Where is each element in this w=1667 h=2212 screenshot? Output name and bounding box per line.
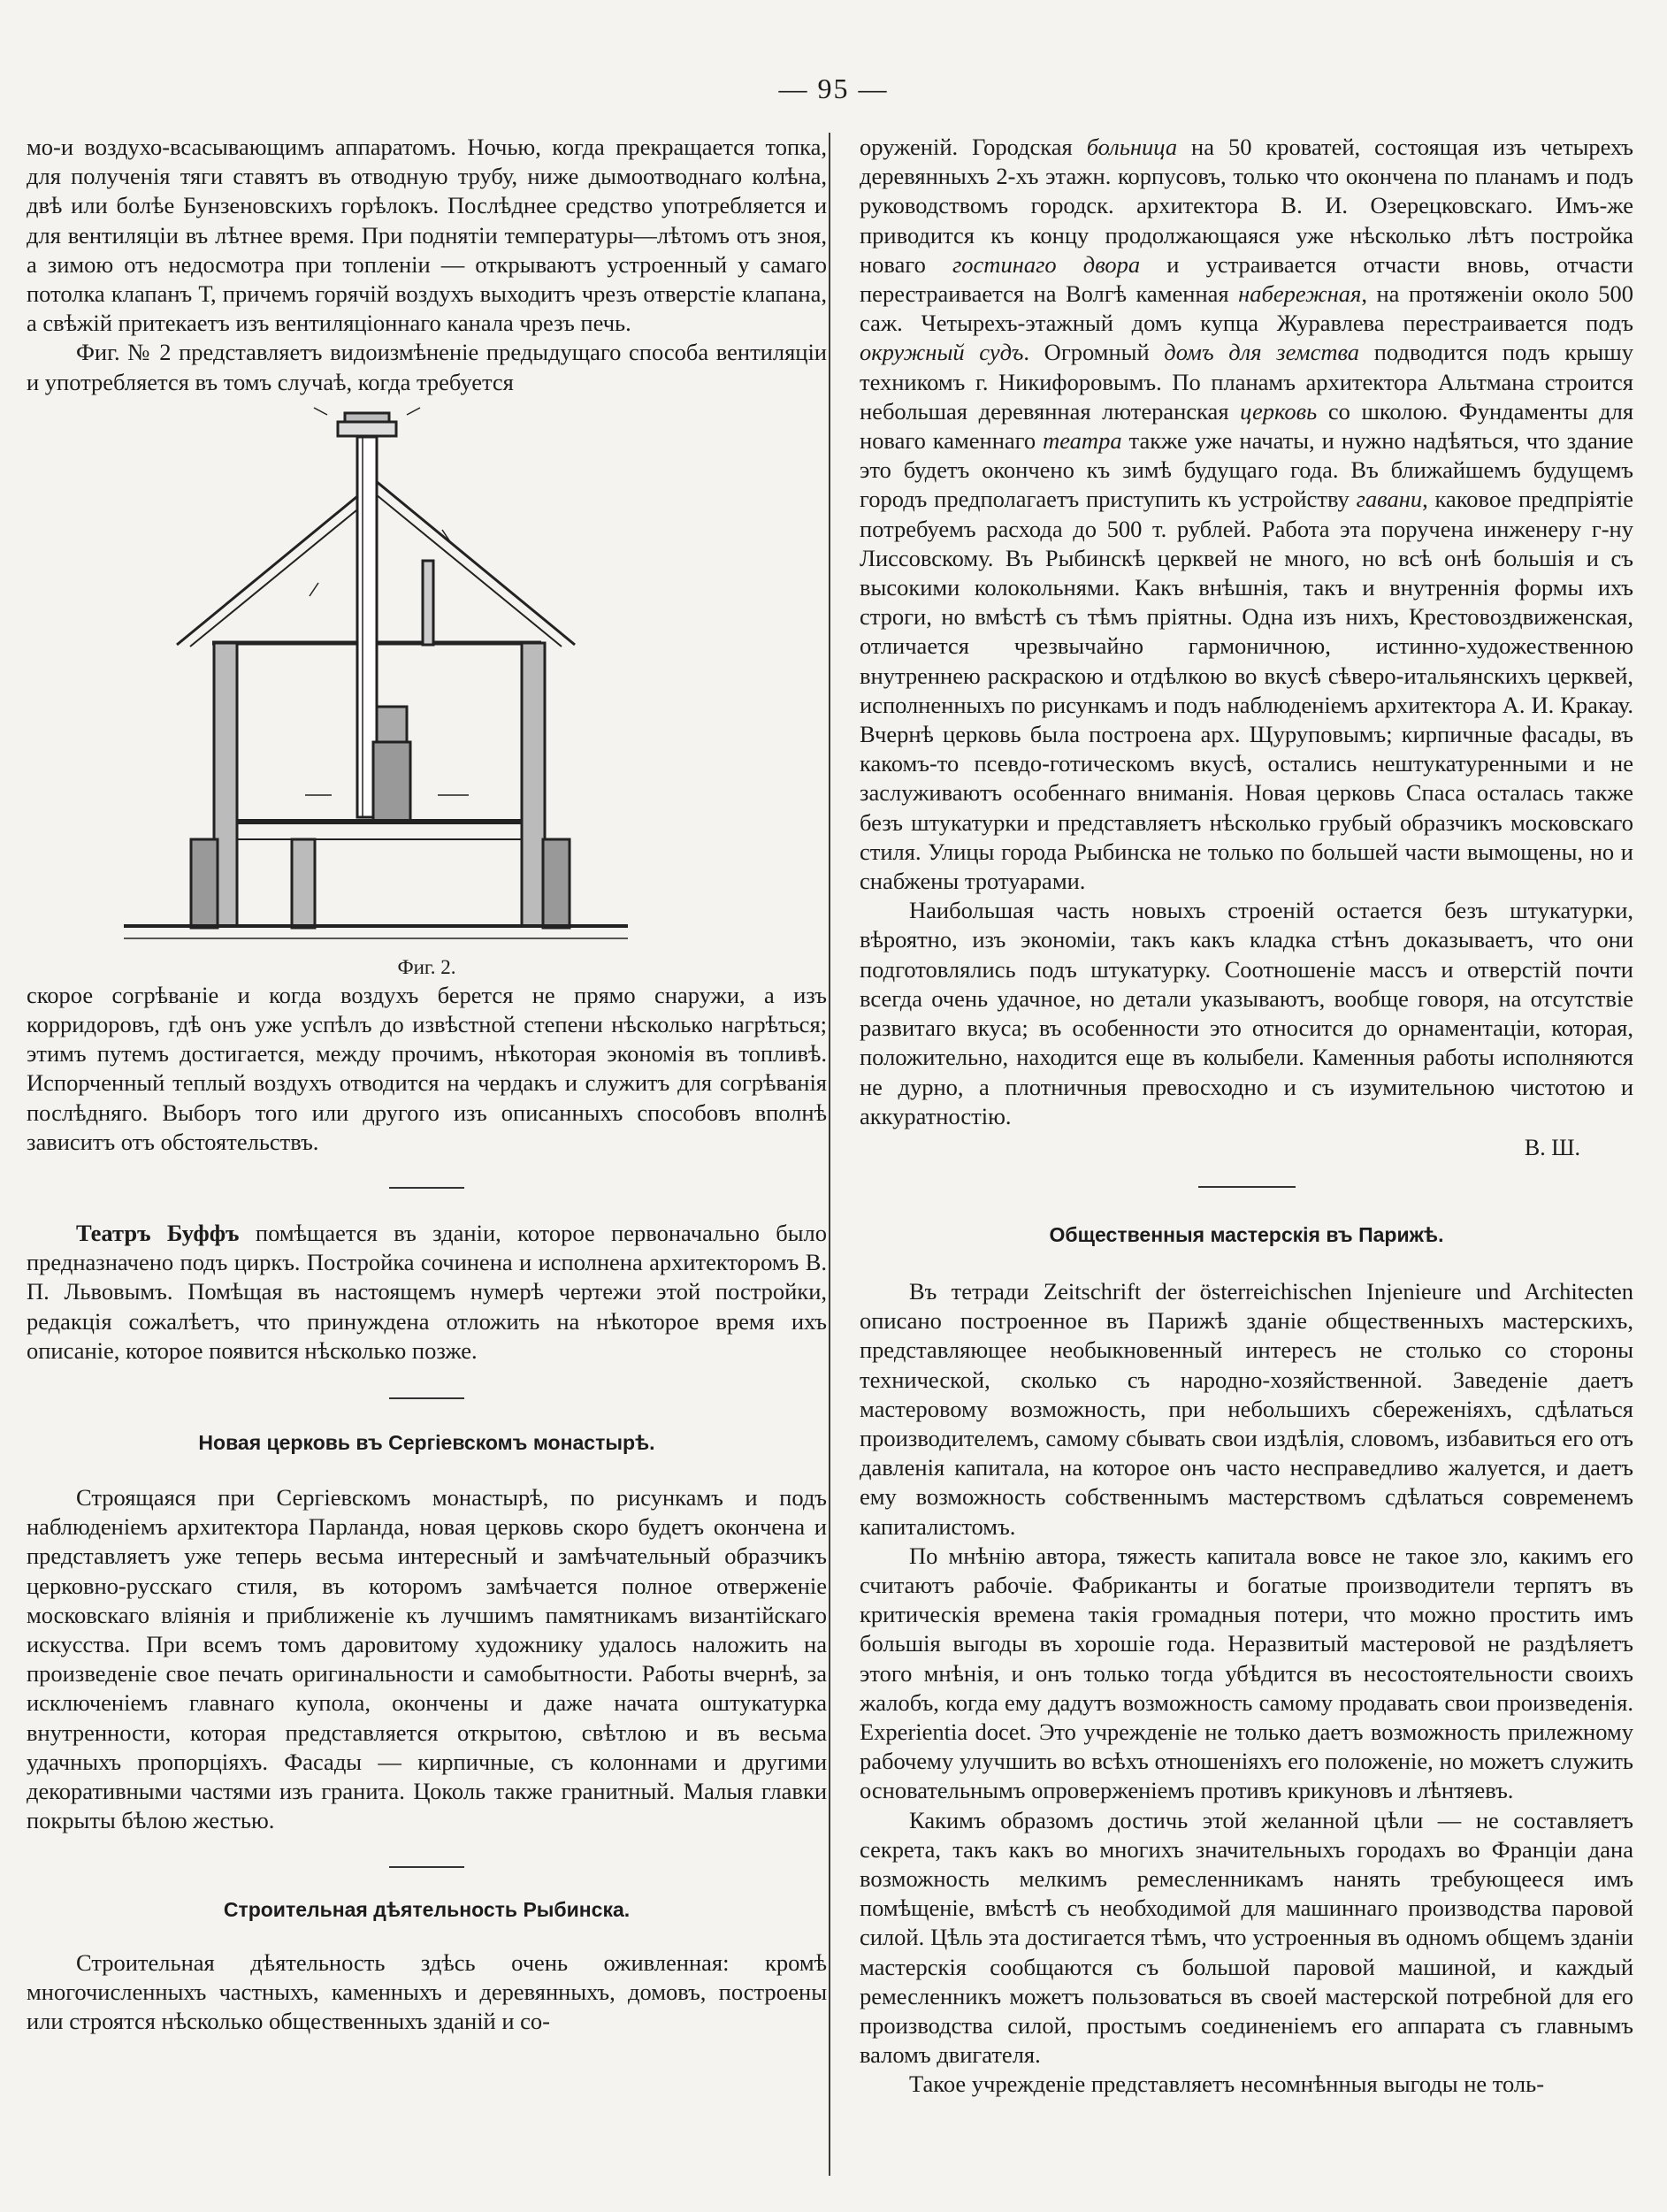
section-separator [389,1866,464,1868]
fig2-intro-paragraph: Фиг. № 2 представляетъ видоизмѣненіе предыдущаго способа вентиляціи и употребляется въ томъ случаѣ, когда требуется [27,339,827,395]
paris-paragraph-2: По мнѣнію автора, тяжесть капитала вовсе не такое зло, какимъ его считаютъ рабочіе. Фабриканты и богатые производители терпятъ въ критическія времена такія громадныя потери, что можно простить имъ большія выгоды въ хорошіе года. Неразвитый мастеровой не раздѣляетъ этого мнѣнія, и онъ только тогда убѣдится въ несостоятельности своихъ жалобъ, когда ему дадутъ возможность самому продавать свои произведенія. Experientia docet. Это учрежденіе не только даетъ возможность прилежному рабочему улучшить во всѣхъ отношеніяхъ его положеніе, но можетъ служить основательнымъ опроверженіемъ противъ крикуновъ и лѣнтяевъ. [860,1542,1633,1804]
rybinsk-paragraph: Строительная дѣятельность здѣсь очень оживленная: кромѣ многочисленныхъ частныхъ, каменныхъ и деревянныхъ, домовъ, построены или строятся нѣсколько общественныхъ зданій и со- [27,1948,827,2034]
figure-2 [27,397,827,981]
masonry-paragraph: Наибольшая часть новыхъ строеній остается безъ штукатурки, вѣроятно, изъ экономіи, такъ какъ кладка стѣнъ доказываетъ, что они подготовлялись подъ штукатурку. Соотношеніе массъ и отверстій почти всегда очень удачное, но детали указываютъ, вообще говоря, на отсутствіе развитаго вкуса; въ особенности это относится до орнаментаціи, которая, положительно, находится еще въ колыбели. Каменныя работы исполняются не дурно, а плотничныя превосходно и съ изумительною чистотою и аккуратностію. [860,897,1633,1129]
intro-paragraph: мо-и воздухо-всасывающимъ аппаратомъ. Ночью, когда прекращается топка, для полученія тяги ставятъ въ отводную трубу, ниже дымоотводнаго колѣна, двѣ или болѣе Бунзеновскихъ горѣлокъ. Послѣднее средство употребляется и для вентиляціи въ лѣтнее время. При поднятіи температуры—лѣтомъ отъ зноя, а зимою отъ недосмотра при топленіи — открываютъ устроенный у самаго потолка клапанъ Т, причемъ горячій воздухъ выходитъ чрезъ отверстіе клапана, а свѣжій притекаетъ изъ вентиляціоннаго канала чрезъ печь. [27,134,827,337]
rybinsk-continued-paragraph: оруженій. Городская больница на 50 кроватей, состоящая изъ четырехъ деревянныхъ 2-хъ этажн. корпусовъ, только что окончена по планамъ и подъ руководствомъ городск. архитектора В. И. Озерецковскаго. Имъ-же приводится къ концу продолжающаяся уже нѣсколько лѣтъ постройка новаго гостинаго двора и устраивается отчасти вновь, отчасти перестраивается на Волгѣ каменная набережная, на протяженіи около 500 саж. Четырехъ-этажный домъ купца Журавлева перестраивается подъ окружный судъ. Огромный домъ для земства подводится подъ крышу техникомъ г. Никифоровымъ. По планамъ архитектора Альтмана строится небольшая деревянная лютеранская церковь со школою. Фундаменты для новаго каменнаго театра также уже начаты, и нужно надѣяться, что здание это будетъ окончено къ зимѣ будущаго года. Въ ближайшемъ будущемъ городъ предполагаетъ приступить къ устройству гавани, каковое предпріятіе потребуемъ расхода до 500 т. рублей. Работа эта поручена инженеру г-ну Лиссовскому. Въ Рыбинскѣ церквей не много, но всѣ онѣ большія и съ высокими колокольнями. Какъ внѣшнія, такъ и внутреннія формы ихъ строги, но вмѣстѣ съ тѣмъ пріятны. Одна изъ нихъ, Крестовоздвиженская, отличается чрезвычайно гармоничною, истинно-художественною внутреннею раскраскою и отдѣлкою во вкусѣ сѣверо-итальянскихъ церквей, исполненныхъ по рисункамъ и подъ наблюденіемъ архитектора А. И. Кракау. Вчернѣ церковь была построена арх. Щуруповымъ; кирпичные фасады, въ какомъ-то псевдо-готическомъ вкусѣ, остались нештукатуренными и не заслуживаютъ особеннаго вниманія. Новая церковь Спаса осталась также безъ штукатурки и представляетъ нѣсколько грубый образчикъ московскаго стиля. Улицы города Рыбинска не только по большей части вымощены, но и снабжены тротуарами. [860,134,1634,895]
teatr-paragraph [27,1219,827,1366]
paris-paragraph-3: Какимъ образомъ достичь этой желанной цѣли — не составляетъ секрета, такъ какъ во многихъ значительныхъ городахъ во Франціи дана возможность мелкимъ ремесленникамъ нанять требующееся имъ помѣщеніе, вмѣстѣ съ необходимой для машиннаго производства паровой силой. Цѣль эта достигается тѣмъ, что устроенныя въ одномъ общемъ зданіи мастерскія сообщаются съ большой паровой машиной, и каждый ремесленникъ можетъ пользоваться въ своей мастерской потребной для его производства силой, простымъ соединеніемъ его аппарата съ главнымъ валомъ двигателя. [860,1806,1633,2069]
teatr-text: помѣщается въ зданіи, которое первоначально было предназначено подъ циркъ. Постройка сочинена и исполнена архитекторомъ В. П. Львовымъ. Помѣщая въ настоящемъ нумерѣ чертежи этой постройки, редакція сожалѣетъ, что принуждена отложить на нѣкоторое время ихъ описаніе, которое появится нѣсколько позже. [27,1220,827,1364]
paris-paragraph-4: Такое учрежденіе представляетъ несомнѣнныя выгоды не толь- [909,2070,1545,2098]
heading-rybinsk: Строительная дѣятельность Рыбинска. [223,1897,631,1921]
left-column [27,133,827,2036]
after-figure-paragraph: скорое согрѣваніе и когда воздухъ берется не прямо снаружи, а изъ корридоровъ, гдѣ онъ уже успѣлъ до извѣстной степени нѣсколько нагрѣться; этимъ путемъ достигается, между прочимъ, нѣкоторая экономія въ топливѣ. Испорченный теплый воздухъ отводится на чердакъ и служитъ для согрѣванія послѣдняго. Выборъ того или другого изъ описанныхъ способовъ вполнѣ зависитъ отъ обстоятельствъ. [27,981,827,1155]
section-separator [389,1397,464,1399]
heading-new-church: Новая церковь въ Сергіевскомъ монастырѣ. [198,1431,655,1455]
author-signature: В. Ш. [1524,1134,1580,1160]
church-paragraph: Строящаяся при Сергіевскомъ монастырѣ, по рисункамъ и подъ наблюденіемъ архитектора Парланда, новая церковь скоро будетъ окончена и представляетъ уже теперь весьма интересный и замѣчательный образчикъ церковно-русскаго стиля, въ которомъ замѣчается полное отверженіе московскаго вліянія и приближеніе къ лучшимъ памятникамъ византійскаго искусства. При всемъ томъ даровитому художнику удалось наложить на произведеніе свое печать оригинальности и самобытности. Работы вчернѣ, за исключеніемъ главнаго купола, окончены и даже начата оштукатурка внутренности, которая представляется открытою, свѣтлою и въ весьма удачныхъ пропорціяхъ. Фасады — кирпичные, съ колоннами и другими декоративными частями изъ гранита. Цоколь также гранитный. Малыя главки покрыты бѣлою жестью. [27,1484,827,1834]
section-separator [1198,1186,1296,1188]
figure-caption: Фиг. 2. [397,955,456,978]
heading-paris-workshops: Общественныя мастерскія въ Парижѣ. [1049,1222,1444,1246]
right-column [860,133,1633,2100]
paris-paragraph-1: Въ тетради Zeitschrift der österreichischen Injenieure und Architecten описано построенное въ Парижѣ зданіе общественныхъ мастерскихъ, представляющее необыкновенный интересъ не столько со стороны технической, сколько съ народно-хозяйственной. Заведеніе даетъ мастеровому возможность, при небольшихъ сбереженіяхъ, сдѣлаться производителемъ, самому сбывать свои издѣлія, словомъ, избавиться его отъ давленія капитала, на которое онъ часто несправедливо жалуется, и даетъ ему возможность собственнымъ мастерствомъ сдѣлаться современемъ капиталистомъ. [860,1277,1633,1540]
column-divider [829,133,830,2176]
teatr-title: Театръ Буффъ [76,1220,240,1247]
page-number: — 95 — [778,73,889,104]
ventilation-drawing [27,397,827,945]
section-separator [389,1187,464,1189]
